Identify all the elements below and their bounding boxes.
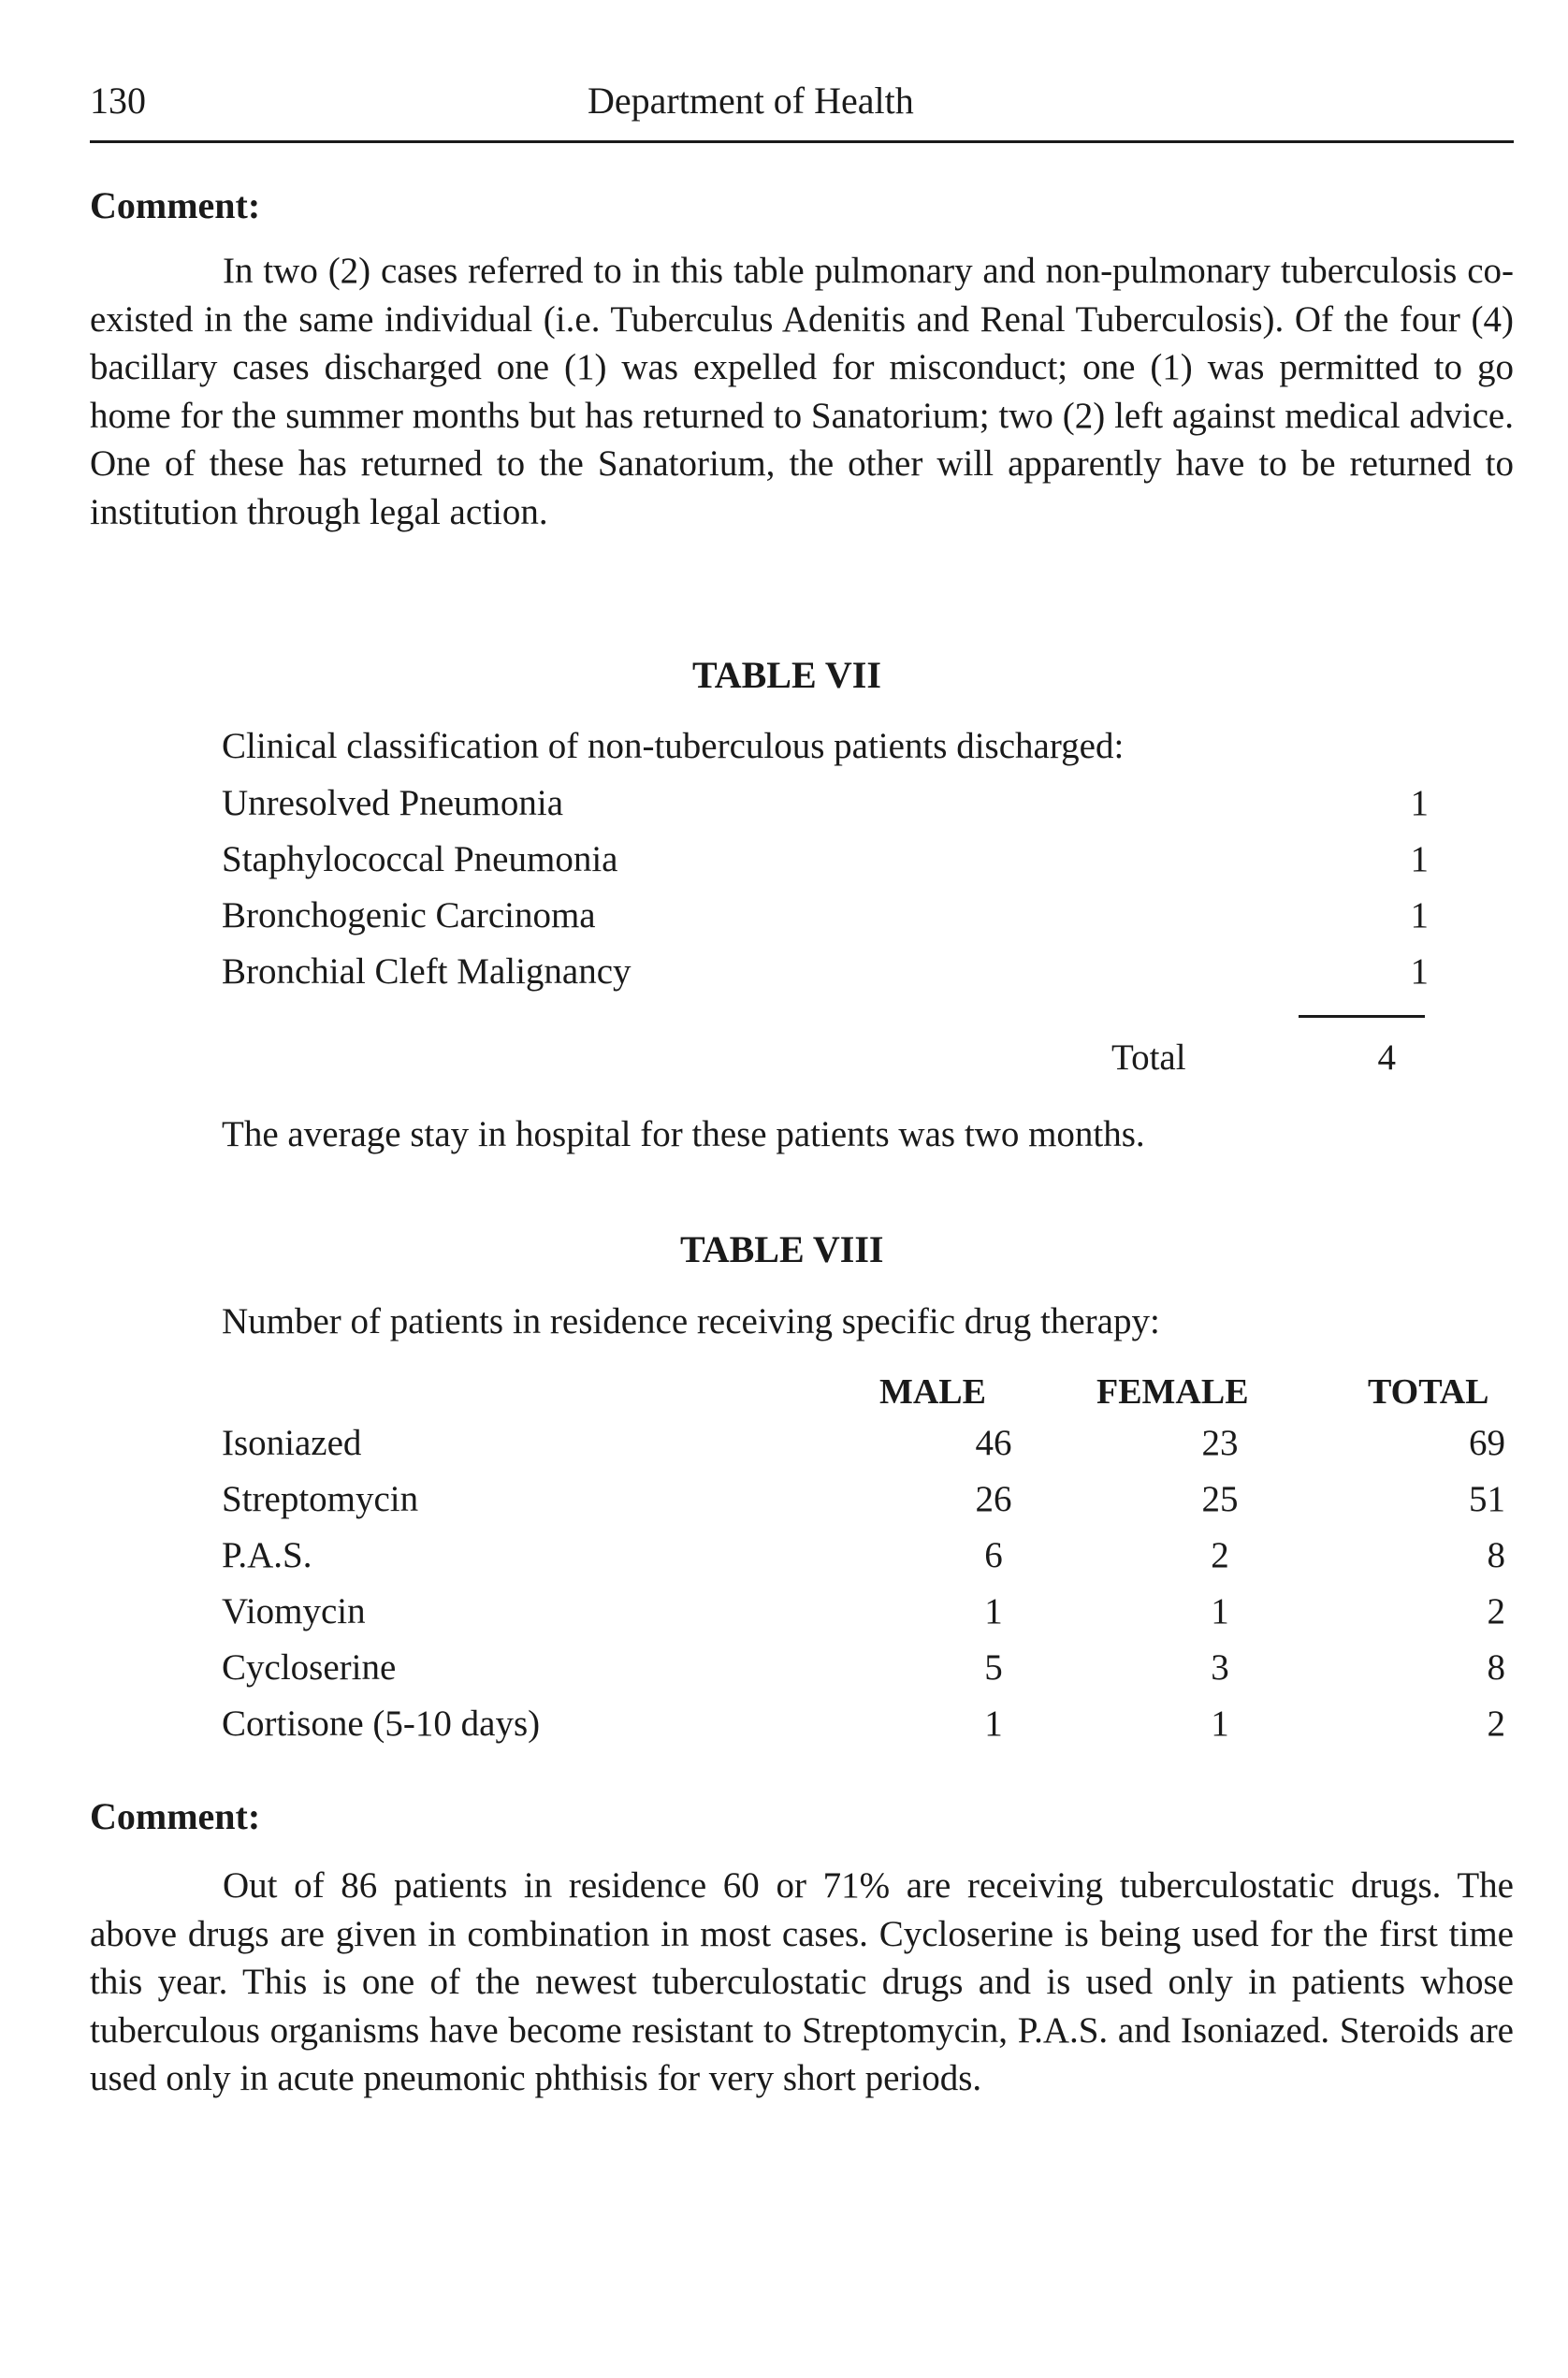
table-vii-row-value: 1 bbox=[1410, 895, 1429, 935]
total-count: 8 bbox=[1487, 1535, 1505, 1575]
female-count: 3 bbox=[1211, 1647, 1229, 1688]
table-vii-row-label: Staphylococcal Pneumonia bbox=[222, 839, 618, 879]
table-vii-row-value: 1 bbox=[1410, 951, 1429, 992]
drug-name: Isoniazed bbox=[222, 1423, 362, 1463]
total-count: 8 bbox=[1487, 1647, 1505, 1688]
table-vii-caption: Clinical classification of non-tuberculous patients discharged: bbox=[222, 726, 1125, 766]
table-viii-row bbox=[222, 1478, 1513, 1534]
comment-paragraph-2 bbox=[90, 1862, 1514, 2103]
total-count: 69 bbox=[1469, 1423, 1505, 1463]
comment-label-1: Comment: bbox=[90, 184, 261, 226]
drug-name: Cycloserine bbox=[222, 1647, 397, 1688]
column-header-female: FEMALE bbox=[1096, 1372, 1249, 1412]
comment-paragraph-1 bbox=[90, 247, 1514, 536]
column-header-total: TOTAL bbox=[1368, 1372, 1489, 1412]
comment-text-1: In two (2) cases referred to in this table pulmonary and non-pulmonary tuberculosis co-existed in the same individual (i.e. Tuberculus Adenitis and Renal Tuberculosis). Of the four (4) bacillary cases discharged one (1) was expelled for misconduct; one (1) was permitted to go home for the summer months but has returned to Sanatorium; two (2) left against medical advice. One of these has returned to the Sanatorium, the other will apparently have to be returned to institution through legal action. bbox=[90, 251, 1514, 532]
page-number: 130 bbox=[90, 80, 146, 122]
total-rule bbox=[1299, 1015, 1425, 1018]
male-count: 46 bbox=[975, 1423, 1012, 1463]
comment-text-2: Out of 86 patients in residence 60 or 71% are receiving tuberculostatic drugs. The above drugs are given in combination in most cases. Cycloserine is being used for the first time this year. This is one of the newest tuberculostatic drugs and is used only in patients whose tuberculous organisms have become resistant to Streptomycin, P.A.S. and Isoniazed. Steroids are used only in acute pneumonic phthisis for very short periods. bbox=[90, 1865, 1514, 2098]
running-header-title: Department of Health bbox=[588, 80, 914, 122]
male-count: 1 bbox=[984, 1591, 1003, 1631]
table-vii-row-label: Unresolved Pneumonia bbox=[222, 783, 564, 823]
table-viii-row bbox=[222, 1534, 1513, 1590]
table-viii-row bbox=[222, 1703, 1513, 1759]
column-header-male: MALE bbox=[879, 1372, 986, 1412]
female-count: 25 bbox=[1201, 1479, 1239, 1519]
drug-name: Viomycin bbox=[222, 1591, 366, 1631]
total-count: 51 bbox=[1469, 1479, 1505, 1519]
female-count: 1 bbox=[1211, 1591, 1229, 1631]
total-count: 2 bbox=[1487, 1704, 1505, 1744]
table-vii-title: TABLE VII bbox=[692, 654, 881, 696]
female-count: 2 bbox=[1211, 1535, 1229, 1575]
header-rule bbox=[90, 140, 1514, 143]
drug-name: Cortisone (5-10 days) bbox=[222, 1704, 541, 1744]
table-vii-total-value: 4 bbox=[1377, 1037, 1396, 1078]
total-count: 2 bbox=[1487, 1591, 1505, 1631]
table-vii-total-label: Total bbox=[1111, 1037, 1186, 1078]
table-vii-row bbox=[222, 894, 1429, 941]
male-count: 26 bbox=[975, 1479, 1012, 1519]
table-vii-row-label: Bronchial Cleft Malignancy bbox=[222, 951, 632, 992]
drug-name: P.A.S. bbox=[222, 1535, 312, 1575]
table-viii-row bbox=[222, 1590, 1513, 1646]
male-count: 1 bbox=[984, 1704, 1003, 1744]
table-viii-title: TABLE VIII bbox=[680, 1228, 884, 1270]
female-count: 23 bbox=[1201, 1423, 1239, 1463]
table-vii-row bbox=[222, 782, 1429, 829]
male-count: 6 bbox=[984, 1535, 1003, 1575]
male-count: 5 bbox=[984, 1647, 1003, 1688]
table-vii-row bbox=[222, 838, 1429, 885]
table-vii-row bbox=[222, 950, 1429, 997]
table-viii-row bbox=[222, 1646, 1513, 1703]
comment-label-2: Comment: bbox=[90, 1795, 261, 1837]
drug-name: Streptomycin bbox=[222, 1479, 419, 1519]
table-vii-row-value: 1 bbox=[1410, 839, 1429, 879]
table-viii-caption: Number of patients in residence receiving specific drug therapy: bbox=[222, 1301, 1160, 1341]
table-vii-row-label: Bronchogenic Carcinoma bbox=[222, 895, 596, 935]
table-vii-note: The average stay in hospital for these patients was two months. bbox=[222, 1114, 1145, 1154]
female-count: 1 bbox=[1211, 1704, 1229, 1744]
table-viii-row bbox=[222, 1422, 1513, 1478]
table-vii-row-value: 1 bbox=[1410, 783, 1429, 823]
